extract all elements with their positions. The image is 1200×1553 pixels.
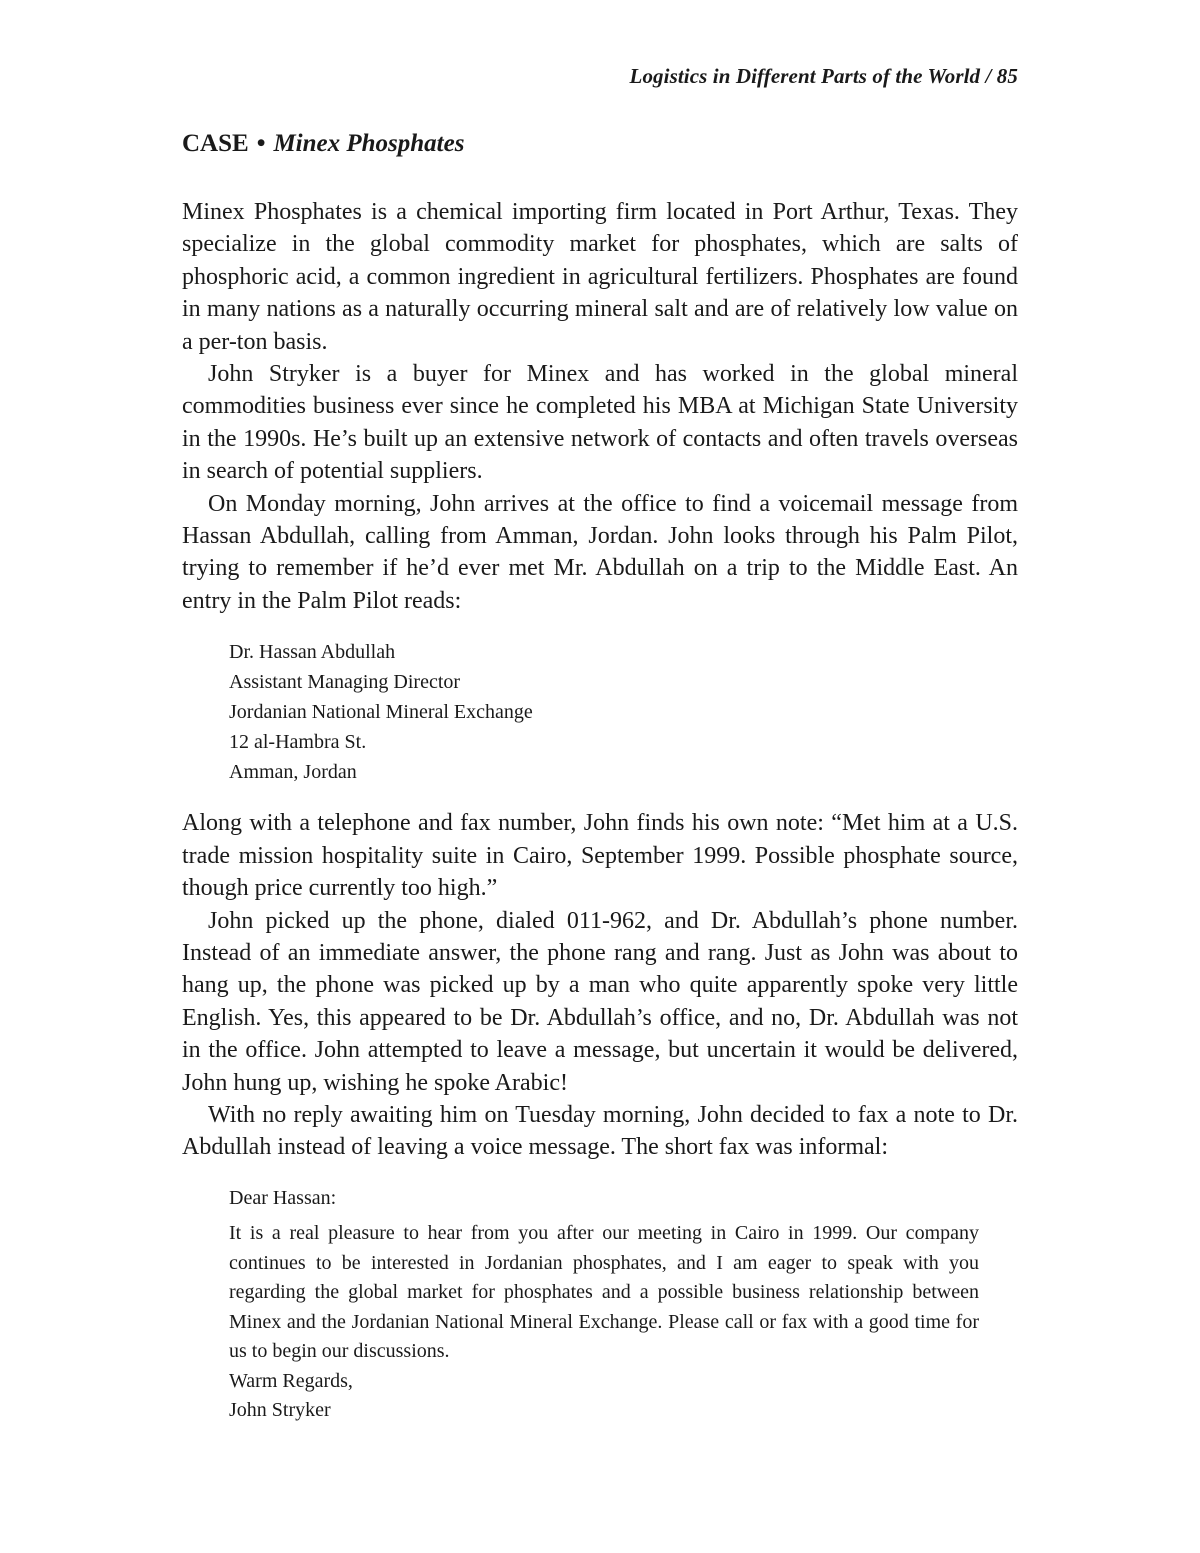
paragraph-monday-morning: On Monday morning, John arrives at the office to find a voicemail message from Hassan Abdullah, calling from Amman, Jordan. John looks through his Palm Pilot, trying to remember if he’d ever met Mr. Abdullah on a trip to the Middle East. An entry in the Palm Pilot reads:: [182, 490, 1018, 614]
letter-signature: John Stryker: [229, 1399, 331, 1422]
contact-street: 12 al-Hambra St.: [229, 731, 367, 754]
case-title: [182, 130, 464, 158]
paragraph-intro: Minex Phosphates is a chemical importing firm located in Port Arthur, Texas. They specialize in the global commodity market for phosphates, which are salts of phosphoric acid, a common ingredient in agricultural fertilizers. Phosphates are found in many nations as a naturally occurring mineral salt and are of relatively low value on a per-ton basis.: [182, 199, 1018, 355]
contact-organization: Jordanian National Mineral Exchange: [229, 701, 533, 724]
contact-city: Amman, Jordan: [229, 761, 357, 784]
letter-body: It is a real pleasure to hear from you after our meeting in Cairo in 1999. Our company continues to be interested in Jordanian phosphates, and I am eager to speak with you regarding the global market for phosphates and a possible business relationship between Minex and the Jordanian National Mineral Exchange. Please call or fax with a good time for us to begin our discussions.: [229, 1222, 979, 1363]
contact-title: Assistant Managing Director: [229, 671, 461, 694]
paragraph-fax-intro: With no reply awaiting him on Tuesday morning, John decided to fax a note to Dr. Abdullah instead of leaving a voice message. The short fax was informal:: [182, 1101, 1018, 1161]
case-separator: •: [256, 130, 266, 157]
palm-pilot-entry: [229, 637, 1018, 787]
fax-letter: [229, 1184, 979, 1426]
letter-salutation: Dear Hassan:: [229, 1186, 337, 1209]
paragraph-phone-call: John picked up the phone, dialed 011-962, and Dr. Abdullah’s phone number. Instead of an immediate answer, the phone rang and rang. Just as John was about to hang up, the phone was picked up by a man who quite apparently spoke very little English. Yes, this appeared to be Dr. Abdullah’s office, and no, Dr. Abdullah was not in the office. John attempted to leave a message, but uncertain it would be delivered, John hung up, wishing he spoke Arabic!: [182, 907, 1018, 1096]
paragraph-own-note: Along with a telephone and fax number, John finds his own note: “Met him at a U.S. trade mission hospitality suite in Cairo, September 1999. Possible phosphate source, though price currently too high.”: [182, 810, 1018, 902]
case-name: Minex Phosphates: [273, 130, 465, 157]
case-label: CASE: [182, 130, 249, 157]
running-head: Logistics in Different Parts of the World / 85: [629, 64, 1018, 88]
letter-closing: Warm Regards,: [229, 1369, 353, 1392]
contact-name: Dr. Hassan Abdullah: [229, 641, 396, 664]
paragraph-john-stryker: John Stryker is a buyer for Minex and has worked in the global mineral commodities business ever since he completed his MBA at Michigan State University in the 1990s. He’s built up an extensive network of contacts and often travels overseas in search of potential suppliers.: [182, 361, 1018, 485]
case-body: [182, 196, 1018, 1426]
